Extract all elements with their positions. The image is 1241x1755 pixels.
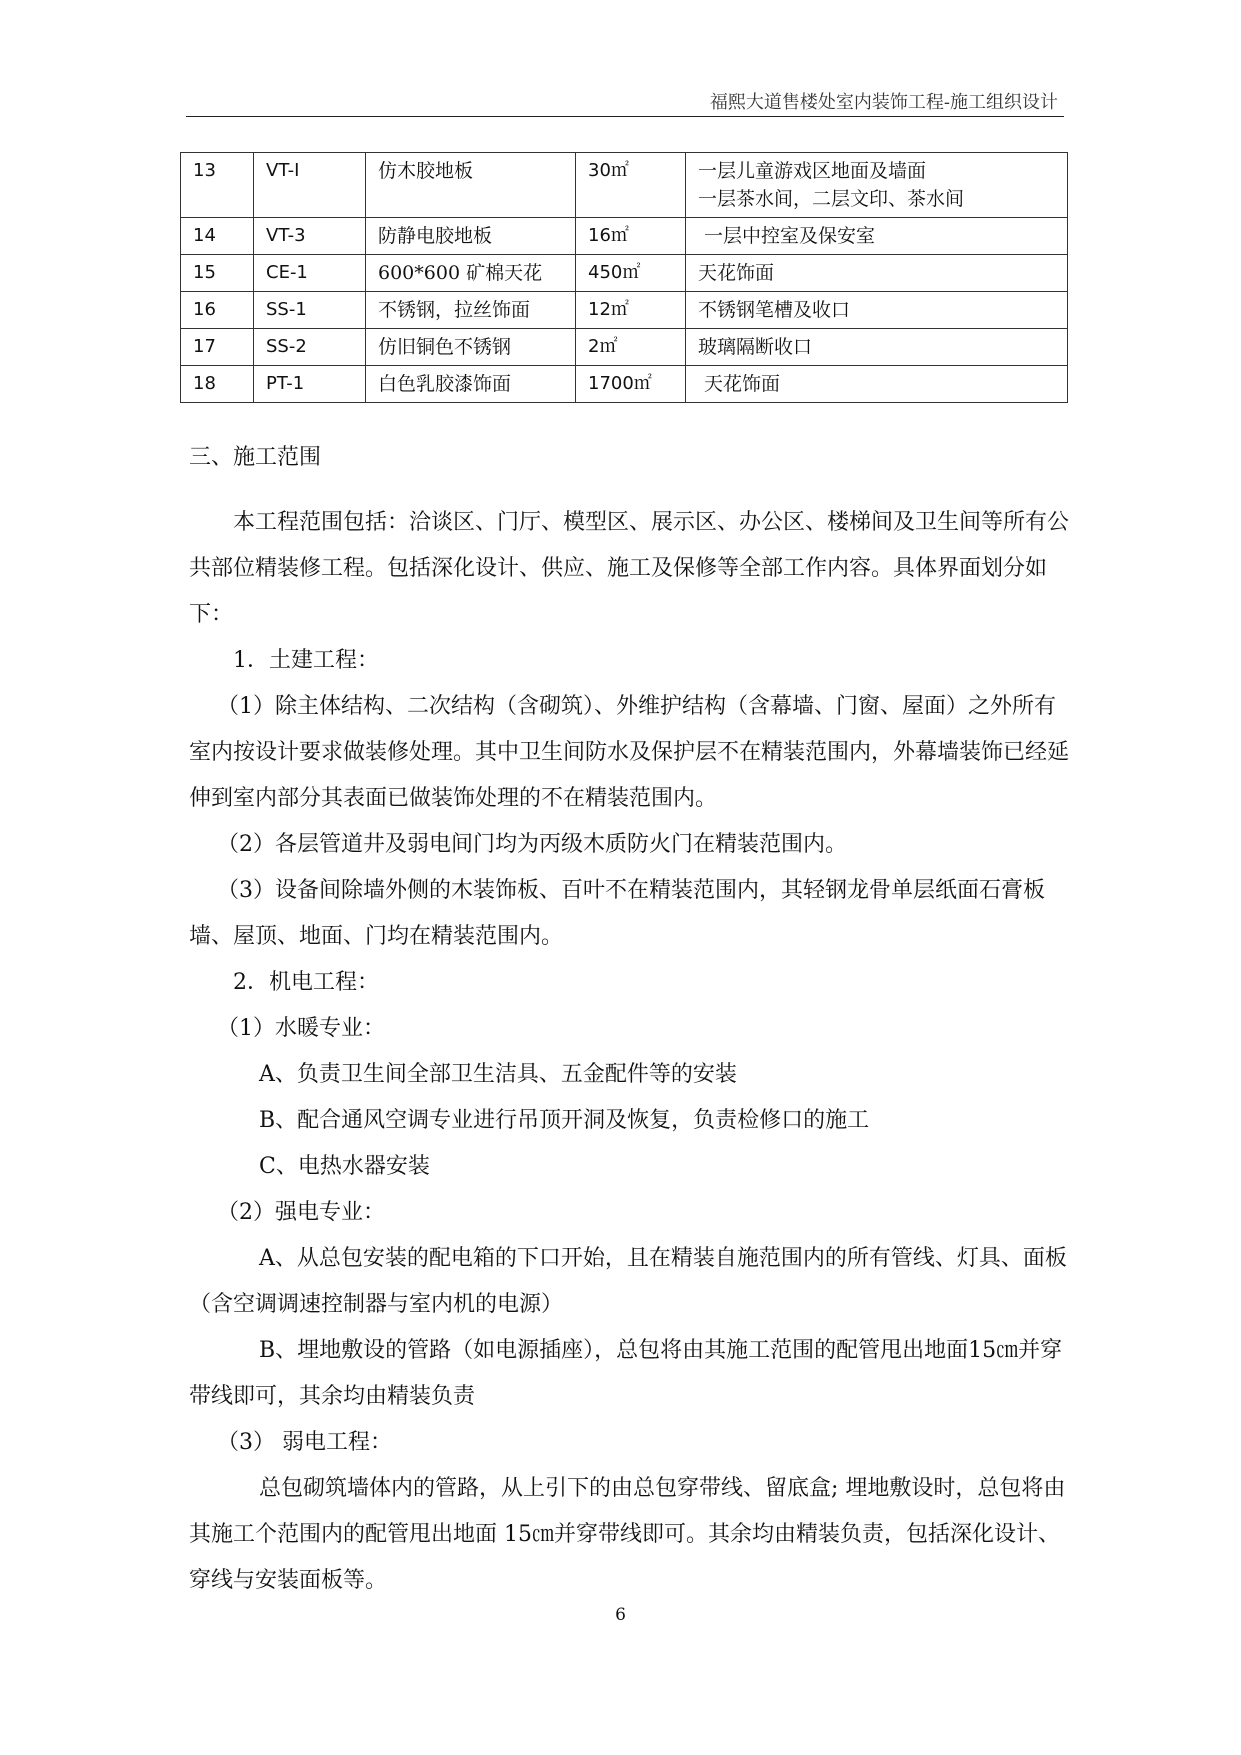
location: 天花饰面 — [686, 255, 1068, 292]
strong-item-a: A、从总包安装的配电箱的下口开始，且在精装自施范围内的所有管线、灯具、面板（含空调调速控制器与室内机的电源） — [189, 1246, 1067, 1317]
material-name: 仿木胶地板 — [366, 153, 576, 218]
table-row — [181, 329, 1068, 366]
hvac-title: （1）水暖专业： — [217, 1016, 385, 1041]
civil-item-3: （3）设备间除墙外侧的木装饰板、百叶不在精装范围内，其轻钢龙骨单层纸面石膏板墙、屋顶、地面、门均在精装范围内。 — [189, 878, 1045, 949]
weak-title: （3） 弱电工程： — [217, 1430, 392, 1455]
hvac-item-c: C、电热水器安装 — [259, 1154, 430, 1179]
civil-item-1: （1）除主体结构、二次结构（含砌筑）、外维护结构（含幕墙、门窗、屋面）之外所有室内按设计要求做装修处理。其中卫生间防水及保护层不在精装范围内，外幕墙装饰已经延伸到室内部分其表面已做装饰处理的不在精装范围内。 — [189, 694, 1070, 811]
intro-paragraph: 本工程范围包括：洽谈区、门厅、模型区、展示区、办公区、楼梯间及卫生间等所有公共部位精装修工程。包括深化设计、供应、施工及保修等全部工作内容。具体界面划分如下： — [189, 510, 1070, 627]
table-row — [181, 255, 1068, 292]
material-name: 仿旧铜色不锈钢 — [366, 329, 576, 366]
strong-item-b: B、埋地敷设的管路（如电源插座），总包将由其施工范围的配管甩出地面15㎝并穿带线即可，其余均由精装负责 — [189, 1338, 1063, 1409]
hvac-item-a: A、负责卫生间全部卫生洁具、五金配件等的安装 — [259, 1062, 737, 1087]
material-code: SS-2 — [254, 329, 366, 366]
page-number: 6 — [615, 1605, 626, 1625]
body-text — [189, 500, 1069, 1604]
weak-paragraph: 总包砌筑墙体内的管路，从上引下的由总包穿带线、留底盒; 埋地敷设时，总包将由其施工个范围内的配管甩出地面 15㎝并穿带线即可。其余均由精装负责，包括深化设计、穿线与安装面板等。 — [189, 1476, 1066, 1593]
hvac-item-b: B、配合通风空调专业进行吊顶开洞及恢复，负责检修口的施工 — [259, 1108, 870, 1133]
quantity: 30㎡ — [576, 153, 686, 218]
table-row — [181, 153, 1068, 218]
material-code: SS-1 — [254, 292, 366, 329]
page-header — [186, 82, 1064, 117]
material-code: CE-1 — [254, 255, 366, 292]
location: 一层中控室及保安室 — [686, 218, 1068, 255]
quantity: 12㎡ — [576, 292, 686, 329]
quantity: 2㎡ — [576, 329, 686, 366]
materials-table — [180, 152, 1068, 403]
table-row — [181, 292, 1068, 329]
quantity: 16㎡ — [576, 218, 686, 255]
civil-item-2: （2）各层管道井及弱电间门均为丙级木质防火门在精装范围内。 — [217, 832, 847, 857]
quantity: 1700㎡ — [576, 366, 686, 403]
mep-title: 2．机电工程： — [233, 970, 379, 995]
civil-title: 1．土建工程： — [233, 648, 379, 673]
location-line: 一层儿童游戏区地面及墙面 — [698, 160, 927, 182]
row-number: 15 — [181, 255, 254, 292]
quantity: 450㎡ — [576, 255, 686, 292]
material-name: 600*600 矿棉天花 — [366, 255, 576, 292]
row-number: 16 — [181, 292, 254, 329]
section-heading: 三、施工范围 — [189, 445, 322, 470]
location: 天花饰面 — [686, 366, 1068, 403]
location: 不锈钢笔槽及收口 — [686, 292, 1068, 329]
row-number: 13 — [181, 153, 254, 218]
material-name: 白色乳胶漆饰面 — [366, 366, 576, 403]
location: 玻璃隔断收口 — [686, 329, 1068, 366]
row-number: 14 — [181, 218, 254, 255]
row-number: 18 — [181, 366, 254, 403]
table-row — [181, 218, 1068, 255]
document-title: 福熙大道售楼处室内装饰工程-施工组织设计 — [709, 92, 1058, 113]
table-row — [181, 366, 1068, 403]
material-code: VT-I — [254, 153, 366, 218]
material-code: PT-1 — [254, 366, 366, 403]
row-number: 17 — [181, 329, 254, 366]
material-code: VT-3 — [254, 218, 366, 255]
location — [686, 153, 1068, 218]
material-name: 防静电胶地板 — [366, 218, 576, 255]
material-name: 不锈钢，拉丝饰面 — [366, 292, 576, 329]
strong-title: （2）强电专业： — [217, 1200, 385, 1225]
location-line: 一层茶水间，二层文印、茶水间 — [698, 188, 965, 210]
